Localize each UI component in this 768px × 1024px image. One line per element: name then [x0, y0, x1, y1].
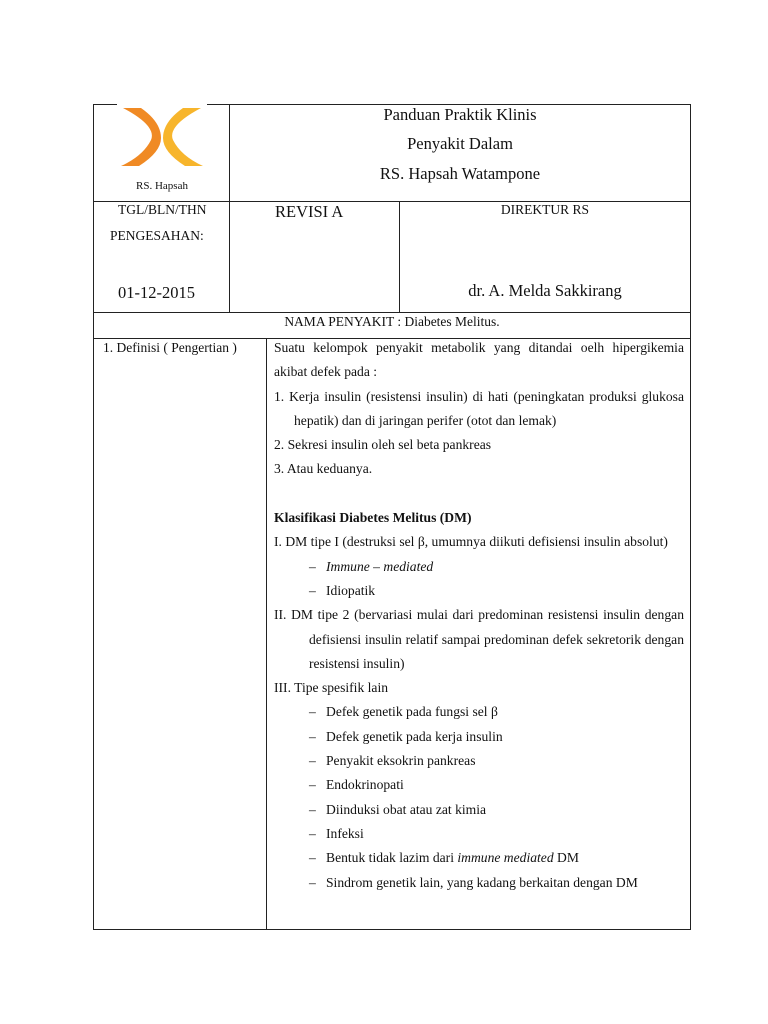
logo-left-arc — [121, 108, 161, 166]
type-3-sub-item: – Defek genetik pada kerja insulin — [274, 725, 684, 749]
dash-marker: – — [309, 704, 316, 720]
table-border-right — [690, 104, 691, 930]
type-1-sub-item: – Idiopatik — [274, 579, 684, 603]
type-3-sub-item: – Bentuk tidak lazim dari immune mediated DM — [274, 846, 684, 870]
logo-right-arc — [163, 108, 203, 166]
hospital-short-name: RS. Hapsah — [136, 180, 188, 192]
dash-marker: – — [309, 777, 316, 793]
type-3-sub-item: – Defek genetik pada fungsi sel β — [274, 700, 684, 724]
disease-name: NAMA PENYAKIT : Diabetes Melitus. — [284, 314, 500, 329]
type-3-sub-item: – Sindrom genetik lain, yang kadang berkaitan dengan DM — [274, 871, 684, 895]
table-border-top-left — [93, 104, 117, 105]
approval-date: 01-12-2015 — [118, 283, 195, 302]
date-label-1: TGL/BLN/THN — [118, 202, 207, 217]
definition-item-1: 1. Kerja insulin (resistensi insulin) di hati (peningkatan produksi glukosa hepatik) dan di jaringan perifer (otot dan lemak) — [274, 388, 684, 428]
table-border-bottom — [93, 929, 691, 930]
spacer — [274, 482, 684, 506]
dash-marker: – — [309, 753, 316, 769]
classification-type-1: I. DM tipe I (destruksi sel β, umumnya diikuti defisiensi insulin absolut) — [274, 534, 668, 550]
director-label: DIREKTUR RS — [500, 202, 590, 217]
section-label: 1. Definisi ( Pengertian ) — [103, 340, 237, 355]
dash-marker: – — [309, 558, 316, 574]
revision-label: REVISI A — [275, 202, 344, 221]
type-3-sub-item: – Diinduksi obat atau zat kimia — [274, 798, 684, 822]
classification-type-2: II. DM tipe 2 (bervariasi mulai dari predominan resistensi insulin dengan defisiensi insulin relatif sampai predominan defek sekretorik dengan resistensi insulin) — [274, 607, 684, 671]
dash-marker: – — [309, 728, 316, 744]
dash-marker: – — [309, 801, 316, 817]
type-3-sub-item: – Infeksi — [274, 822, 684, 846]
guide-title: Panduan Praktik Klinis — [383, 105, 537, 124]
definition-intro: Suatu kelompok penyakit metabolik yang ditandai oelh hipergikemia akibat defek pada : — [274, 340, 684, 380]
section-content — [274, 336, 684, 895]
table-border-left — [93, 104, 94, 930]
dash-marker: – — [309, 850, 316, 866]
dash-marker: – — [309, 582, 316, 598]
hospital-logo — [117, 104, 207, 172]
definition-item-3: 3. Atau keduanya. — [274, 461, 373, 477]
section-divider-v — [266, 338, 267, 930]
dash-marker: – — [309, 825, 316, 841]
department-title: Penyakit Dalam — [407, 134, 513, 153]
director-name: dr. A. Melda Sakkirang — [468, 281, 622, 300]
info-divider-h — [93, 312, 691, 313]
dash-marker: – — [309, 874, 316, 890]
definition-item-2: 2. Sekresi insulin oleh sel beta pankreas — [274, 437, 492, 453]
type-3-sub-item: – Endokrinopati — [274, 773, 684, 797]
type-1-sub-item: – Immune – mediated — [274, 555, 684, 579]
classification-title: Klasifikasi Diabetes Melitus (DM) — [274, 510, 472, 526]
hospital-title: RS. Hapsah Watampone — [379, 164, 541, 183]
date-label-2: PENGESAHAN: — [110, 228, 204, 243]
type-3-sub-item: – Penyakit eksokrin pankreas — [274, 749, 684, 773]
classification-type-3: III. Tipe spesifik lain — [274, 680, 389, 696]
